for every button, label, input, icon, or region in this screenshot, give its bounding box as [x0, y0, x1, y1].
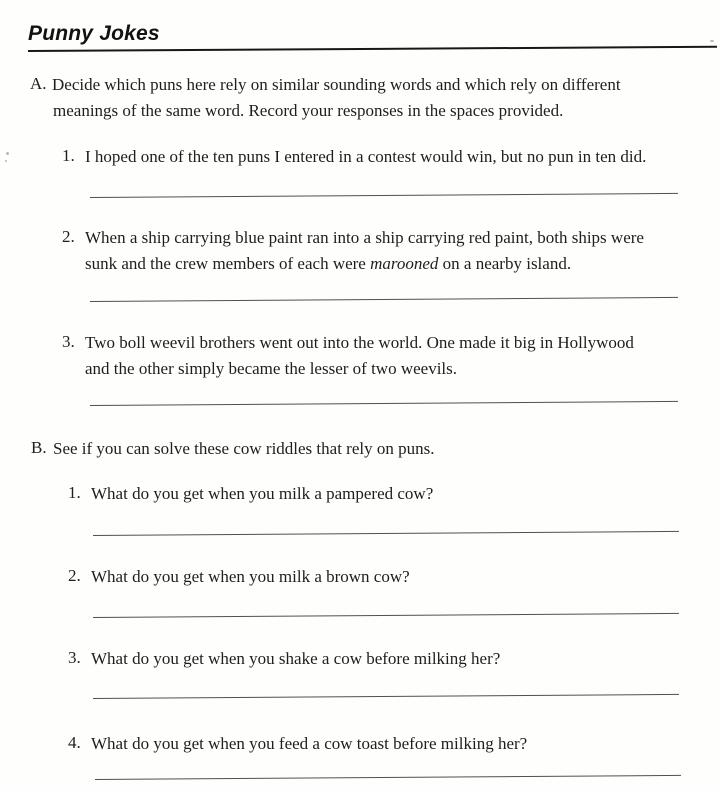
- answer-blank-b1[interactable]: [93, 531, 679, 536]
- answer-blank-b2[interactable]: [93, 613, 679, 618]
- page-title: Punny Jokes: [28, 22, 160, 45]
- item-b1-number: 1.: [68, 483, 81, 502]
- answer-blank-a3[interactable]: [90, 401, 678, 406]
- item-b2-number: 2.: [68, 566, 81, 585]
- item-b1-text: What do you get when you milk a pampered cow?: [91, 484, 434, 503]
- item-a1-number: 1.: [62, 146, 75, 165]
- item-b3-number: 3.: [68, 648, 81, 667]
- answer-blank-a2[interactable]: [90, 297, 678, 302]
- answer-blank-a1[interactable]: [90, 193, 678, 198]
- item-b2-text: What do you get when you milk a brown cow?: [91, 567, 410, 586]
- item-a2-line2-after: on a nearby island.: [438, 254, 572, 273]
- item-b4-text: What do you get when you feed a cow toast before milking her?: [91, 734, 528, 753]
- answer-blank-b3[interactable]: [93, 694, 679, 699]
- item-a2-line2-italic-word: marooned: [370, 254, 439, 273]
- item-a3-text-line1: Two boll weevil brothers went out into the world. One made it big in Hollywood: [85, 333, 634, 352]
- scan-speck: [6, 152, 9, 155]
- item-a2-line2-before: sunk and the crew members of each were: [85, 254, 371, 273]
- item-a2-text-line1: When a ship carrying blue paint ran into a ship carrying red paint, both ships were: [85, 228, 644, 247]
- item-a1-text: I hoped one of the ten puns I entered in a contest would win, but no pun in ten did.: [85, 147, 647, 166]
- item-a3-text-line2: and the other simply became the lesser of two weevils.: [85, 359, 457, 378]
- scan-speck: [710, 40, 714, 42]
- item-b4-number: 4.: [68, 733, 81, 752]
- item-a3-number: 3.: [62, 332, 75, 351]
- section-b-label: B.: [31, 438, 47, 457]
- scan-speck: [5, 160, 7, 162]
- section-a-label: A.: [30, 74, 47, 93]
- section-b-instructions: See if you can solve these cow riddles that rely on puns.: [53, 439, 435, 458]
- item-b3-text: What do you get when you shake a cow before milking her?: [91, 649, 501, 668]
- answer-blank-b4[interactable]: [95, 775, 681, 780]
- section-a-instructions-line1: Decide which puns here rely on similar sounding words and which rely on different: [52, 75, 621, 94]
- item-a2-text-line2: [85, 253, 571, 275]
- item-a2-number: 2.: [62, 227, 75, 246]
- section-a-instructions-line2: meanings of the same word. Record your responses in the spaces provided.: [53, 101, 564, 120]
- title-underline: [28, 46, 717, 52]
